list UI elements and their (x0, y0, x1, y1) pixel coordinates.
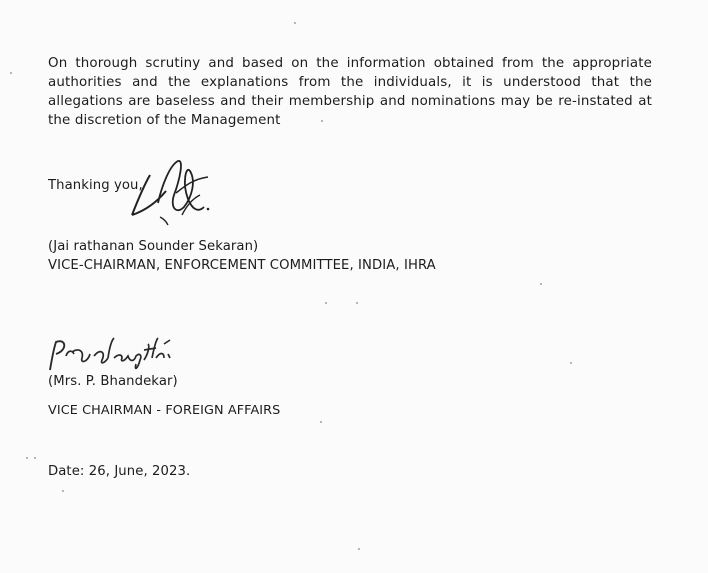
signatory-1-title: VICE-CHAIRMAN, ENFORCEMENT COMMITTEE, INDIA, IHRA (48, 258, 436, 273)
scan-speck (62, 490, 64, 492)
scan-speck (26, 457, 28, 459)
scan-speck (570, 362, 572, 364)
scan-speck (358, 548, 360, 550)
scan-speck (325, 302, 327, 304)
signatory-1-name: (Jai rathanan Sounder Sekaran) (48, 239, 259, 254)
scan-speck (34, 457, 36, 459)
scan-speck (10, 72, 12, 74)
date-line: Date: 26, June, 2023. (48, 464, 191, 479)
body-paragraph: On thorough scrutiny and based on the information obtained from the appropriate authorities and the explanations from the individuals, it is understood that the allegations are baseless and their membership and nominations may be re-instated at the discretion of the Management (48, 56, 652, 128)
signature-2 (44, 334, 194, 374)
scan-speck (321, 120, 323, 122)
signatory-2-name: (Mrs. P. Bhandekar) (48, 374, 178, 389)
scan-speck (294, 22, 296, 24)
signature-1 (120, 155, 220, 235)
scan-speck (320, 421, 322, 423)
closing-text: Thanking you, (48, 178, 143, 193)
scan-speck (356, 302, 358, 304)
scan-speck (540, 283, 542, 285)
signatory-2-title: VICE CHAIRMAN - FOREIGN AFFAIRS (48, 403, 281, 418)
